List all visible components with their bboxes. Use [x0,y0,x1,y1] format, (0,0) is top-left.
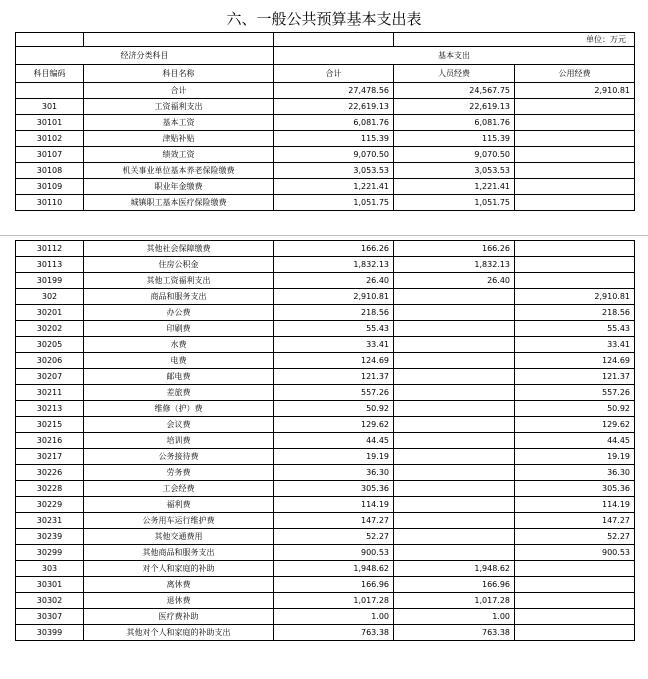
cell-total: 2,910.81 [274,289,394,305]
cell-total: 166.96 [274,577,394,593]
cell-total: 114.19 [274,497,394,513]
cell-code: 30201 [16,305,84,321]
cell-total: 218.56 [274,305,394,321]
cell-public: 114.19 [515,497,635,513]
table-row [16,131,635,147]
cell-personnel: 1.00 [394,609,515,625]
cell-public: 44.45 [515,433,635,449]
cell-code: 30229 [16,497,84,513]
cell-public [515,195,635,211]
table-row [16,369,635,385]
table-row [16,561,635,577]
cell-code: 30113 [16,257,84,273]
cell-public: 124.69 [515,353,635,369]
cell-name: 培训费 [84,433,274,449]
cell-name: 印刷费 [84,321,274,337]
cell-total: 1,017.28 [274,593,394,609]
cell-public: 2,910.81 [515,289,635,305]
cell-total: 9,070.50 [274,147,394,163]
cell-name: 基本工资 [84,115,274,131]
header-name: 科目名称 [84,65,274,83]
table-row [16,83,635,99]
table-row [16,593,635,609]
header-public: 公用经费 [515,65,635,83]
cell-name: 住房公积金 [84,257,274,273]
cell-personnel: 6,081.76 [394,115,515,131]
cell-code: 30112 [16,241,84,257]
cell-personnel: 763.38 [394,625,515,641]
cell-name: 商品和服务支出 [84,289,274,305]
cell-name: 公务用车运行维护费 [84,513,274,529]
cell-code [16,83,84,99]
table-row [16,625,635,641]
table-row [16,289,635,305]
header-row-columns [16,65,635,83]
cell-public: 36.30 [515,465,635,481]
table-row [16,305,635,321]
cell-total: 27,478.56 [274,83,394,99]
cell-personnel: 166.96 [394,577,515,593]
table-row [16,241,635,257]
cell-public [515,115,635,131]
cell-code: 30215 [16,417,84,433]
cell-name: 退休费 [84,593,274,609]
cell-code: 30302 [16,593,84,609]
cell-personnel [394,289,515,305]
table-row [16,99,635,115]
table-row [16,163,635,179]
cell-public: 19.19 [515,449,635,465]
header-code: 科目编码 [16,65,84,83]
cell-code: 301 [16,99,84,115]
cell-total: 115.39 [274,131,394,147]
cell-name: 其他社会保障缴费 [84,241,274,257]
cell-code: 30307 [16,609,84,625]
header-basic-expense: 基本支出 [274,47,635,65]
cell-personnel: 22,619.13 [394,99,515,115]
cell-public [515,609,635,625]
cell-personnel [394,545,515,561]
cell-total: 26.40 [274,273,394,289]
cell-public: 900.53 [515,545,635,561]
cell-personnel: 24,567.75 [394,83,515,99]
table-row [16,321,635,337]
table-row [16,337,635,353]
table-row [16,449,635,465]
table-row [16,195,635,211]
cell-name: 城镇职工基本医疗保险缴费 [84,195,274,211]
cell-personnel [394,321,515,337]
cell-personnel [394,401,515,417]
cell-public [515,179,635,195]
cell-code: 30301 [16,577,84,593]
cell-personnel: 1,051.75 [394,195,515,211]
cell-name: 其他交通费用 [84,529,274,545]
cell-name: 合计 [84,83,274,99]
cell-code: 30102 [16,131,84,147]
cell-total: 3,053.53 [274,163,394,179]
cell-total: 166.26 [274,241,394,257]
cell-name: 离休费 [84,577,274,593]
cell-personnel [394,417,515,433]
budget-table-top [15,32,635,211]
cell-total: 22,619.13 [274,99,394,115]
cell-code: 302 [16,289,84,305]
cell-total: 52.27 [274,529,394,545]
cell-personnel [394,481,515,497]
cell-public [515,625,635,641]
cell-personnel [394,497,515,513]
cell-name: 办公费 [84,305,274,321]
cell-public: 218.56 [515,305,635,321]
cell-code: 30110 [16,195,84,211]
cell-personnel [394,513,515,529]
cell-public [515,241,635,257]
cell-public [515,273,635,289]
table-row [16,497,635,513]
cell-name: 机关事业单位基本养老保险缴费 [84,163,274,179]
cell-name: 劳务费 [84,465,274,481]
cell-personnel [394,465,515,481]
cell-public: 33.41 [515,337,635,353]
header-row-group [16,47,635,65]
page-title: 六、一般公共预算基本支出表 [226,10,422,28]
cell-personnel: 1,948.62 [394,561,515,577]
table-row [16,179,635,195]
cell-total: 1.00 [274,609,394,625]
cell-total: 305.36 [274,481,394,497]
cell-total: 1,221.41 [274,179,394,195]
cell-code: 30207 [16,369,84,385]
cell-code: 30101 [16,115,84,131]
cell-code: 30107 [16,147,84,163]
cell-public: 305.36 [515,481,635,497]
cell-total: 557.26 [274,385,394,401]
cell-personnel [394,449,515,465]
cell-public: 147.27 [515,513,635,529]
cell-name: 水费 [84,337,274,353]
cell-total: 900.53 [274,545,394,561]
cell-code: 30108 [16,163,84,179]
table-row [16,353,635,369]
cell-name: 医疗费补助 [84,609,274,625]
cell-name: 其他对个人和家庭的补助支出 [84,625,274,641]
cell-name: 邮电费 [84,369,274,385]
table-row [16,147,635,163]
cell-public: 129.62 [515,417,635,433]
cell-personnel: 1,832.13 [394,257,515,273]
cell-public: 121.37 [515,369,635,385]
cell-name: 职业年金缴费 [84,179,274,195]
table-row [16,529,635,545]
table-row [16,115,635,131]
cell-personnel: 3,053.53 [394,163,515,179]
cell-public: 55.43 [515,321,635,337]
cell-personnel: 115.39 [394,131,515,147]
cell-personnel: 26.40 [394,273,515,289]
cell-total: 129.62 [274,417,394,433]
cell-code: 30211 [16,385,84,401]
cell-public [515,99,635,115]
cell-code: 30226 [16,465,84,481]
cell-public: 557.26 [515,385,635,401]
cell-total: 763.38 [274,625,394,641]
header-total: 合计 [274,65,394,83]
cell-public [515,257,635,273]
cell-total: 147.27 [274,513,394,529]
cell-code: 30199 [16,273,84,289]
cell-total: 50.92 [274,401,394,417]
cell-code: 30217 [16,449,84,465]
table-row [16,433,635,449]
cell-personnel [394,369,515,385]
cell-code: 30231 [16,513,84,529]
cell-public: 50.92 [515,401,635,417]
table-row [16,273,635,289]
cell-name: 差旅费 [84,385,274,401]
cell-code: 30109 [16,179,84,195]
cell-public: 2,910.81 [515,83,635,99]
cell-name: 津贴补贴 [84,131,274,147]
cell-personnel: 1,221.41 [394,179,515,195]
cell-name: 福利费 [84,497,274,513]
header-personnel: 人员经费 [394,65,515,83]
cell-total: 44.45 [274,433,394,449]
cell-code: 30202 [16,321,84,337]
cell-total: 121.37 [274,369,394,385]
cell-name: 维修（护）费 [84,401,274,417]
cell-total: 19.19 [274,449,394,465]
cell-personnel [394,433,515,449]
cell-public [515,561,635,577]
page-separator [0,235,648,236]
cell-name: 公务接待费 [84,449,274,465]
cell-public [515,163,635,179]
cell-name: 电费 [84,353,274,369]
table-row [16,513,635,529]
cell-personnel [394,529,515,545]
table-row [16,609,635,625]
unit-row [16,33,635,47]
cell-public [515,593,635,609]
cell-total: 1,051.75 [274,195,394,211]
cell-code: 30228 [16,481,84,497]
header-econ-class: 经济分类科目 [16,47,274,65]
cell-total: 1,948.62 [274,561,394,577]
cell-code: 30205 [16,337,84,353]
cell-code: 30239 [16,529,84,545]
cell-total: 6,081.76 [274,115,394,131]
table-row [16,417,635,433]
cell-total: 36.30 [274,465,394,481]
cell-name: 绩效工资 [84,147,274,163]
cell-name: 其他工资福利支出 [84,273,274,289]
cell-name: 会议费 [84,417,274,433]
cell-total: 124.69 [274,353,394,369]
cell-name: 其他商品和服务支出 [84,545,274,561]
table-row [16,385,635,401]
cell-personnel [394,353,515,369]
unit-label: 单位：万元 [515,33,635,47]
cell-code: 303 [16,561,84,577]
cell-personnel: 9,070.50 [394,147,515,163]
table-row [16,401,635,417]
cell-public: 52.27 [515,529,635,545]
cell-personnel [394,385,515,401]
cell-code: 30213 [16,401,84,417]
cell-name: 对个人和家庭的补助 [84,561,274,577]
cell-public [515,131,635,147]
table-row [16,545,635,561]
cell-public [515,147,635,163]
cell-personnel [394,305,515,321]
cell-total: 55.43 [274,321,394,337]
cell-total: 1,832.13 [274,257,394,273]
cell-code: 30299 [16,545,84,561]
table-row [16,257,635,273]
cell-personnel: 166.26 [394,241,515,257]
cell-personnel [394,337,515,353]
budget-table-bottom [15,240,635,641]
table-row [16,465,635,481]
cell-code: 30399 [16,625,84,641]
cell-code: 30216 [16,433,84,449]
cell-public [515,577,635,593]
cell-name: 工资福利支出 [84,99,274,115]
table-row [16,577,635,593]
cell-code: 30206 [16,353,84,369]
table-row [16,481,635,497]
cell-personnel: 1,017.28 [394,593,515,609]
cell-total: 33.41 [274,337,394,353]
cell-name: 工会经费 [84,481,274,497]
